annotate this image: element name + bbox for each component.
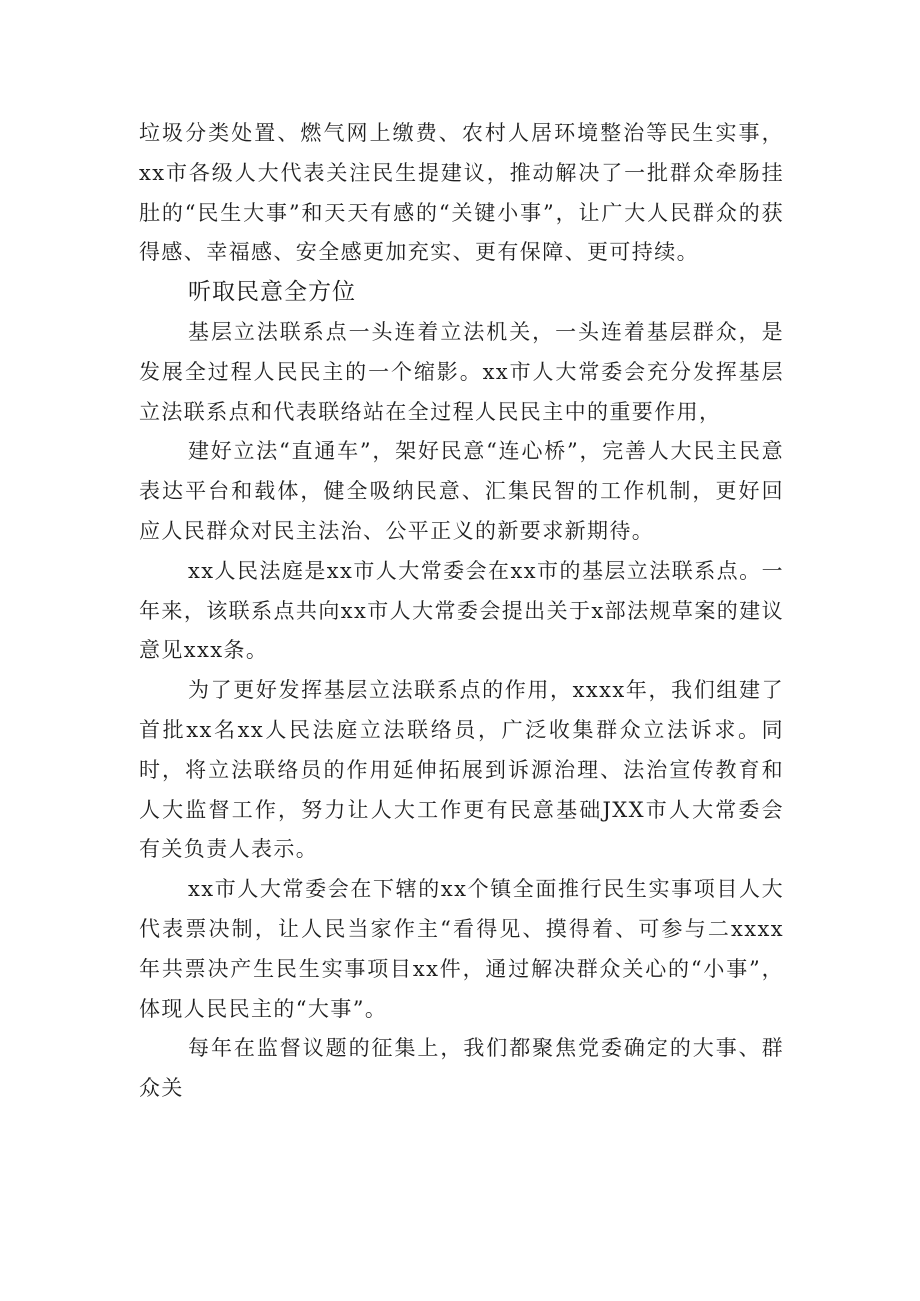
document-page — [139, 114, 784, 1109]
paragraph-legislative-contact-points: 基层立法联系点一头连着立法机关，一头连着基层群众，是发展全过程人民民主的一个缩影。xx市人大常委会充分发挥基层立法联系点和代表联络站在全过程人民民主中的重要作用， — [139, 319, 784, 424]
paragraph-voting-system: xx市人大常委会在下辖的xx个镇全面推行民生实事项目人大代表票决制，让人民当家作主“看得见、摸得着、可参与二xxxx年共票决产生民生实事项目xx件，通过解决群众关心的“小事”，体现人民民主的“大事”。 — [139, 877, 784, 1021]
paragraph-people-court: xx人民法庭是xx市人大常委会在xx市的基层立法联系点。一年来，该联系点共向xx市人大常委会提出关于x部法规草案的建议意见xxx条。 — [139, 558, 784, 663]
paragraph-livelihood-projects: 垃圾分类处置、燃气网上缴费、农村人居环境整治等民生实事，xx市各级人大代表关注民生提建议，推动解决了一批群众牵肠挂肚的“民生大事”和天天有感的“关键小事”，让广大人民群众的获得感、幸福感、安全感更加充实、更有保障、更可持续。 — [139, 121, 784, 265]
paragraph-liaison-officers: 为了更好发挥基层立法联系点的作用，xxxx年，我们组建了首批xx名xx人民法庭立法联络员，广泛收集群众立法诉求。同时，将立法联络员的作用延伸拓展到诉源治理、法治宣传教育和人大监督工作，努力让人大工作更有民意基础JXX市人大常委会有关负责人表示。 — [139, 678, 784, 862]
section-heading: 听取民意全方位 — [188, 279, 356, 306]
paragraph-supervision-topics: 每年在监督议题的征集上，我们都聚焦党委确定的大事、群众关 — [139, 1036, 784, 1101]
paragraph-direct-channel: 建好立法“直通车”，架好民意“连心桥”，完善人大民主民意表达平台和载体，健全吸纳民意、汇集民智的工作机制，更好回应人民群众对民主法治、公平正义的新要求新期待。 — [139, 439, 784, 543]
